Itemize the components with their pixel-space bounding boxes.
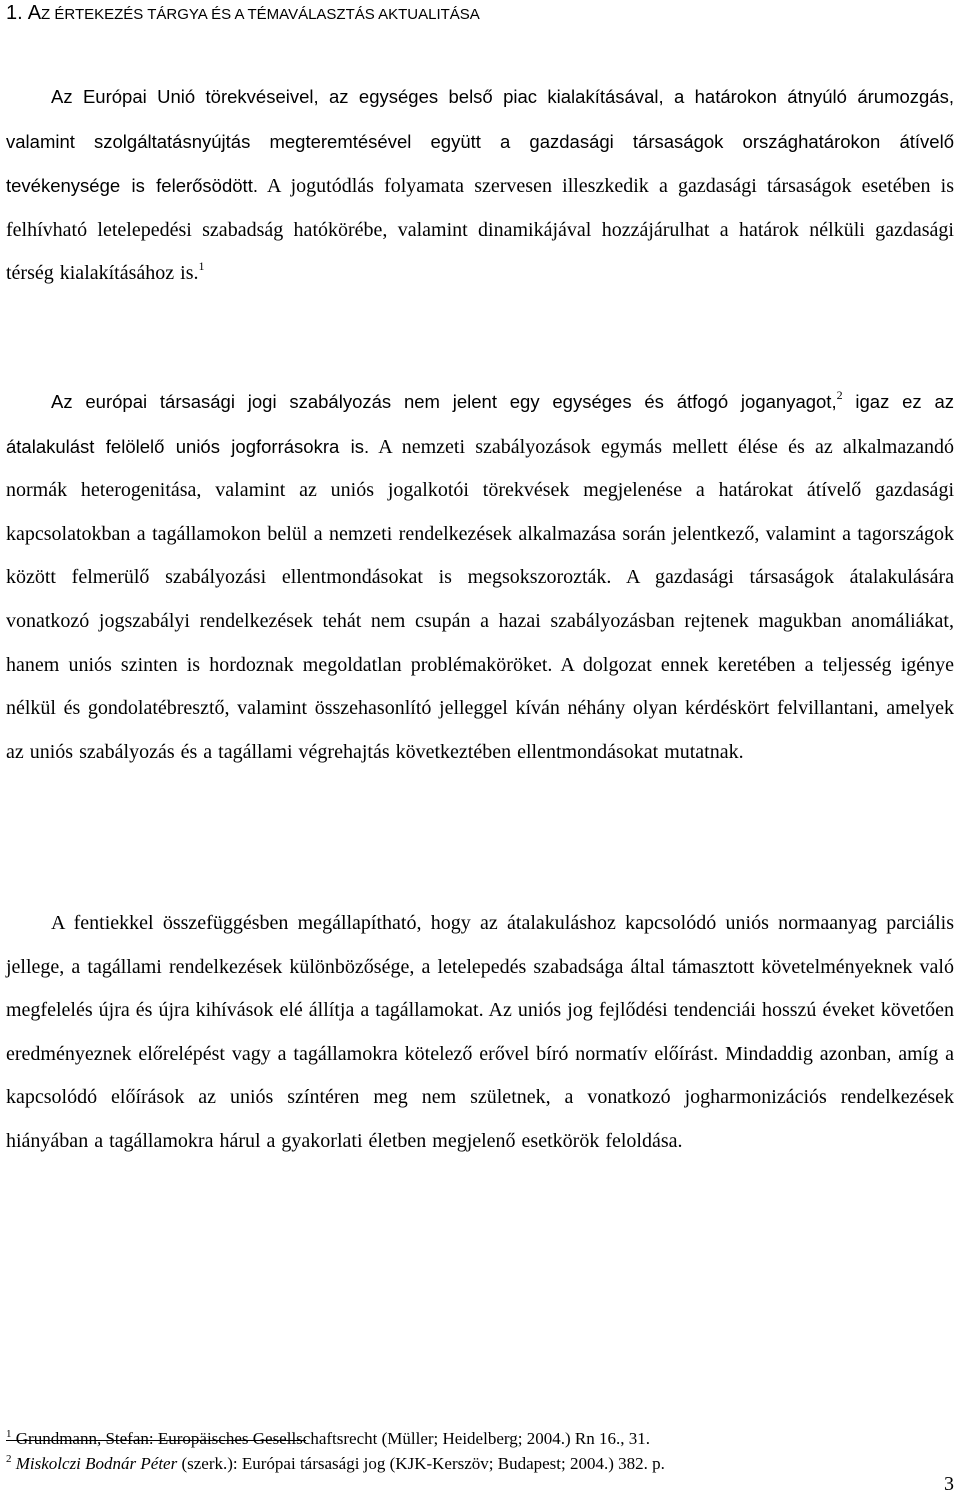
paragraph-2-part-2: igaz ez az átalakulást felölelő uniós jogforrásokra is.	[6, 391, 954, 457]
paragraph-2-part-1: Az európai társasági jogi szabályozás nem jelent egy egységes és átfogó joganyagot,	[51, 391, 837, 412]
footnote-ref-2[interactable]: 2	[836, 388, 843, 402]
footnote-2	[6, 1451, 936, 1476]
footnotes	[6, 1426, 936, 1476]
section-heading	[6, 2, 480, 26]
paragraph-1-part-1: Az Európai Unió törekvéseivel, az egységes belső piac kialakításával, a határokon átnyúló árumozgás, valamint szolgáltatásnyújtás megteremtésével együtt a gazdasági társaságok országhatárokon átívelő tevékenysége is felerősödött.	[6, 86, 954, 197]
page-number: 3	[944, 1473, 954, 1495]
footnote-2-author: Miskolczi Bodnár Péter	[11, 1454, 178, 1473]
paragraph-3	[6, 902, 954, 1164]
paragraph-1	[6, 75, 954, 296]
paragraph-2	[6, 380, 954, 774]
footnote-ref-1[interactable]: 1	[198, 259, 205, 274]
footnote-1	[6, 1426, 936, 1451]
section-title-rest: Z ÉRTEKEZÉS TÁRGYA ÉS A TÉMAVÁLASZTÁS AKTUALITÁSA	[41, 6, 480, 23]
paragraph-2-part-3: A nemzeti szabályozások egymás mellett élése és az alkalmazandó normák heterogenitása, valamint az uniós jogalkotói törekvések megjelenése a határokat átívelő gazdasági kapcsolatokban a tagállamokon belül a nemzeti rendelkezések alkalmazása során jelentkező, valamint a tagországok között felmerülő szabályozási ellentmondásokat is megsokszorozták. A gazdasági társaságok átalakulására vonatkozó jogszabályi rendelkezések tehát nem csupán a hazai szabályozásban rejtenek magukban anomáliákat, hanem uniós szinten is hordoznak megoldatlan problémaköröket. A dolgozat ennek keretében a teljesség igénye nélkül és gondolatébresztő, valamint összehasonlító jelleggel kíván néhány olyan kérdéskört felvillantani, amelyek az uniós szabályozás és a tagállami végrehajtás következtében ellentmondásokat mutatnak.	[6, 435, 954, 763]
footnote-1-mark: 1	[6, 1428, 12, 1440]
footnote-1-text: Grundmann, Stefan: Europäisches Gesellschaftsrecht (Müller; Heidelberg; 2004.) Rn 16., 31.	[11, 1429, 650, 1448]
paragraph-3-text: A fentiekkel összefüggésben megállapítható, hogy az átalakuláshoz kapcsolódó uniós normaanyag parciális jellege, a tagállami rendelkezések különbözősége, a letelepedés szabadsága által támasztott követelményeknek való megfelelés újra és újra kihívások elé állítja a tagállamokat. Az uniós jog fejlődési tendenciái hosszú éveket követően eredményeznek előrelépést vagy a tagállamokra kötelező erővel bíró normatív előírást. Mindaddig azonban, amíg a kapcsolódó előírások az uniós színtéren meg nem születnek, a vonatkozó jogharmonizációs rendelkezések hiányában a tagállamokra hárul a gyakorlati életben megjelenő esetkörök feloldása.	[6, 912, 954, 1152]
section-number: 1.	[6, 2, 23, 24]
section-title-initial: A	[27, 2, 42, 24]
paragraph-1-part-2: A jogutódlás folyamata szervesen illeszkedik a gazdasági társaságok esetében is felhívható letelepedési szabadság hatókörébe, valamint dinamikájával hozzájárulhat a határok nélküli gazdasági térség kialakításához is.	[6, 175, 954, 285]
footnote-2-mark: 2	[6, 1453, 12, 1465]
footnote-2-text: (szerk.): Európai társasági jog (KJK-Kerszöv; Budapest; 2004.) 382. p.	[177, 1454, 665, 1473]
